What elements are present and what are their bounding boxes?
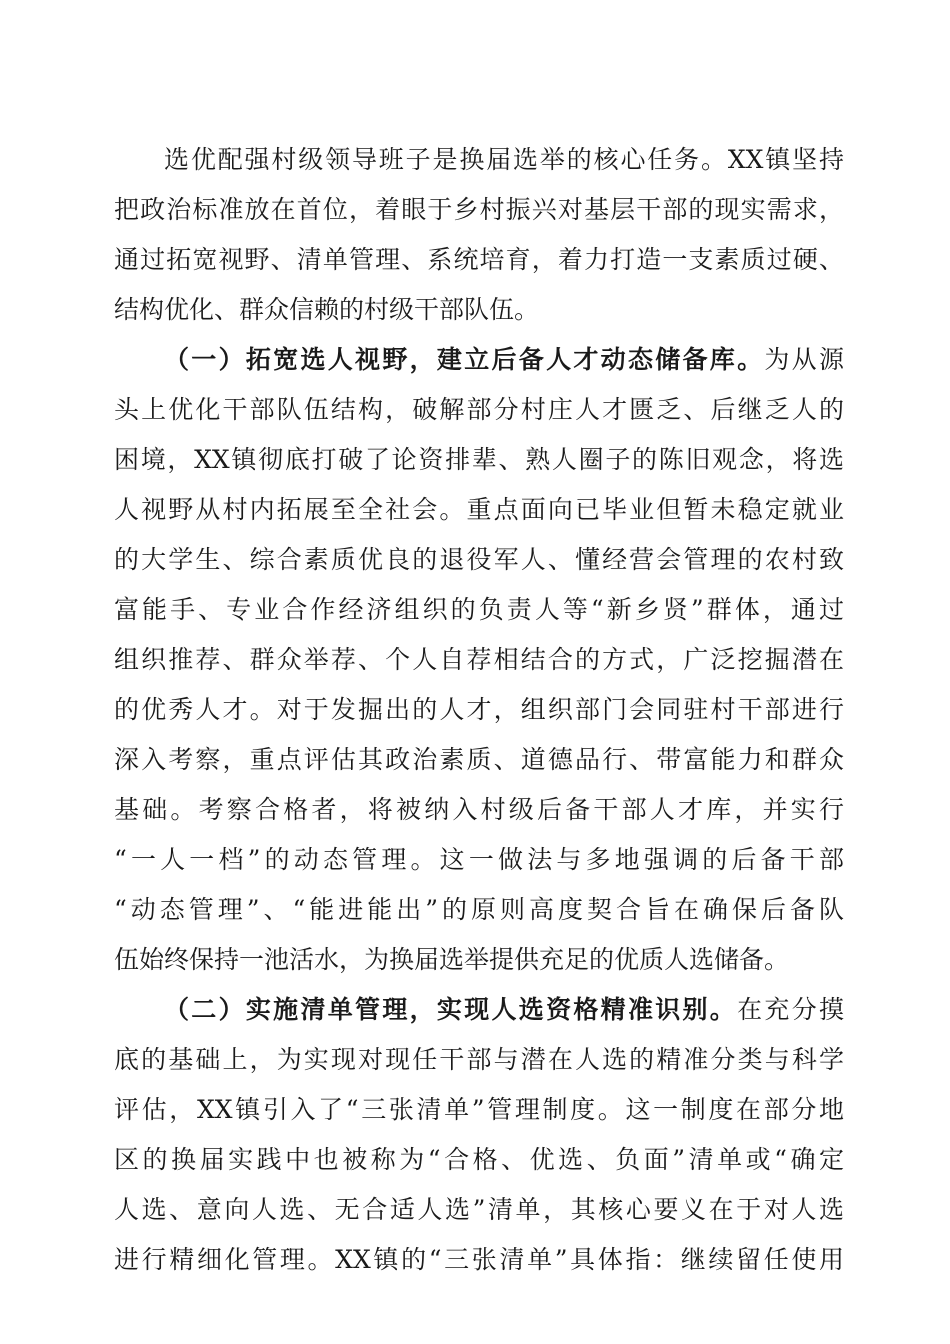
paragraph-3-line-4: 区的换届实践中也被称为“合格、优选、负面”清单或“确定 <box>114 1145 844 1174</box>
paragraph-2-line-7: 组织推荐、群众举荐、个人自荐相结合的方式，广泛挖掘潜在 <box>114 645 844 674</box>
paragraph-2-line-12: “动态管理”、“能进能出”的原则高度契合旨在确保后备队 <box>114 895 844 924</box>
paragraph-2-first-line-rest: 为从源 <box>764 345 844 374</box>
paragraph-3-line-3: 评估，XX镇引入了“三张清单”管理制度。这一制度在部分地 <box>114 1095 844 1124</box>
section-heading-2: （二）实施清单管理，实现人选资格精准识别。 <box>164 995 738 1024</box>
paragraph-2-line-5: 的大学生、综合素质优良的退役军人、懂经营会管理的农村致 <box>114 545 844 574</box>
paragraph-2-line-9: 深入考察，重点评估其政治素质、道德品行、带富能力和群众 <box>114 745 844 774</box>
paragraph-2-line-4: 人视野从村内拓展至全社会。重点面向已毕业但暂未稳定就业 <box>114 495 844 524</box>
paragraph-2-line-2: 头上优化干部队伍结构，破解部分村庄人才匮乏、后继乏人的 <box>114 395 844 424</box>
paragraph-2-line-10: 基础。考察合格者，将被纳入村级后备干部人才库，并实行 <box>114 795 844 824</box>
paragraph-3-line-2: 底的基础上，为实现对现任干部与潜在人选的精准分类与科学 <box>114 1045 844 1074</box>
paragraph-3-first-line-rest: 在充分摸 <box>737 995 844 1024</box>
paragraph-3-line-1 <box>164 990 844 1030</box>
paragraph-2-line-6: 富能手、专业合作经济组织的负责人等“新乡贤”群体，通过 <box>114 595 844 624</box>
paragraph-2-line-11: “一人一档”的动态管理。这一做法与多地强调的后备干部 <box>114 845 844 874</box>
paragraph-2-line-8: 的优秀人才。对于发掘出的人才，组织部门会同驻村干部进行 <box>114 695 844 724</box>
section-heading-1: （一）拓宽选人视野，建立后备人才动态储备库。 <box>164 345 765 374</box>
paragraph-3-line-5: 人选、意向人选、无合适人选”清单，其核心要义在于对人选 <box>114 1195 844 1224</box>
paragraph-2-line-1 <box>164 340 844 380</box>
paragraph-2-line-3: 困境，XX镇彻底打破了论资排辈、熟人圈子的陈旧观念，将选 <box>114 445 844 474</box>
paragraph-1-line-3: 通过拓宽视野、清单管理、系统培育，着力打造一支素质过硬、 <box>114 245 844 274</box>
paragraph-1-line-2: 把政治标准放在首位，着眼于乡村振兴对基层干部的现实需求， <box>114 195 844 224</box>
paragraph-2-line-13: 伍始终保持一池活水，为换届选举提供充足的优质人选储备。 <box>114 945 790 974</box>
paragraph-1-line-1: 选优配强村级领导班子是换届选举的核心任务。XX镇坚持 <box>164 145 844 174</box>
paragraph-3-line-6: 进行精细化管理。XX镇的“三张清单”具体指：继续留任使用 <box>114 1245 844 1274</box>
paragraph-1-line-4: 结构优化、群众信赖的村级干部队伍。 <box>114 295 540 324</box>
